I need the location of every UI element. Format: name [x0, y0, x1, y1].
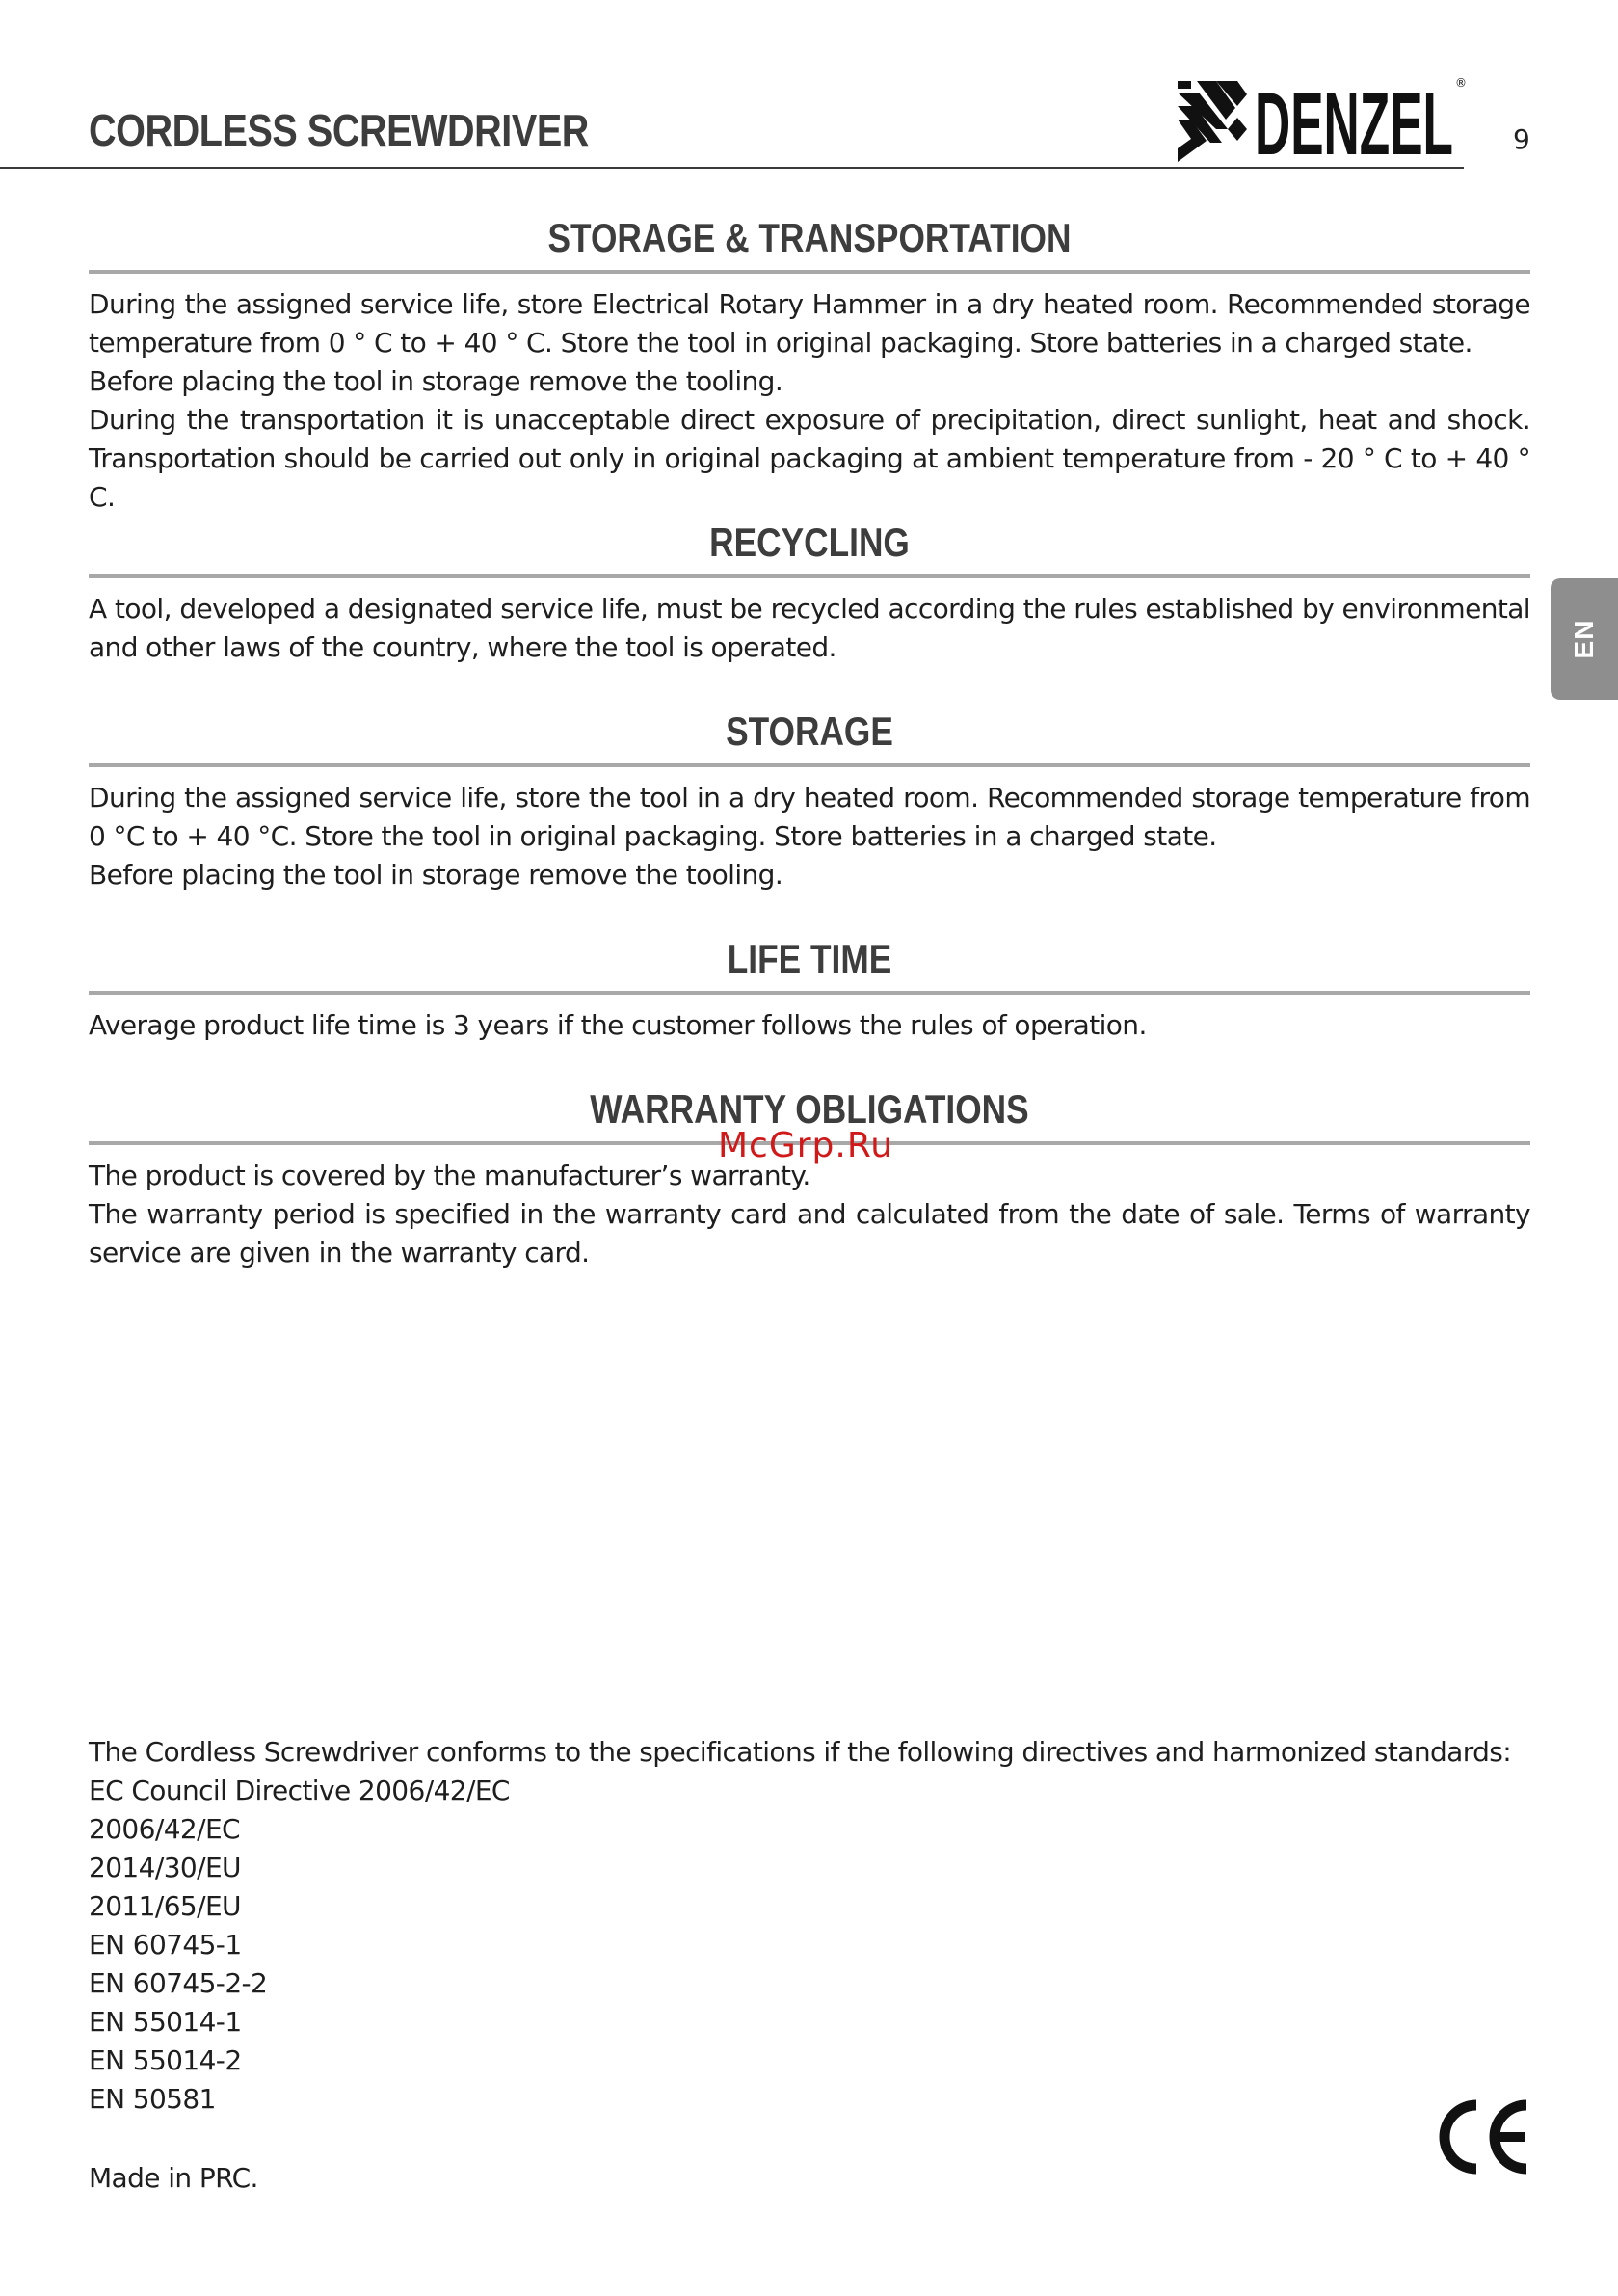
paragraph: During the assigned service life, store the tool in a dry heated room. Recommended storage temperature from 0 °C to + 40 °C. Store the tool in original packaging. Store batteries in a charged state. [89, 782, 1530, 852]
paragraph: A tool, developed a designated service life, must be recycled according the rules established by environmental and other laws of the country, where the tool is operated. [89, 593, 1530, 663]
language-tab-label: EN [1569, 619, 1599, 659]
paragraph: Before placing the tool in storage remove the tooling. [89, 859, 783, 891]
paragraph: During the transportation it is unacceptable direct exposure of precipitation, direct sunlight, heat and shock. Transportation should be carried out only in original packaging at ambient temperature from - 20 ° C to + 40 ° C. [89, 404, 1530, 513]
conformity-list [89, 1733, 1530, 2119]
header-divider [0, 167, 1464, 169]
section-body [89, 779, 1530, 894]
standard-item: EN 55014-2 [89, 2044, 242, 2076]
section-body [89, 590, 1530, 667]
conformity-intro: The Cordless Screwdriver conforms to the specifications if the following directives and harmonized standards: [89, 1736, 1512, 1768]
section-storage [89, 704, 1530, 894]
section-body [89, 1157, 1530, 1272]
document-title: CORDLESS SCREWDRIVER [89, 105, 589, 155]
denzel-wordmark: DENZEL [1255, 75, 1453, 162]
section-storage-transportation [89, 210, 1530, 517]
registered-mark: ® [1455, 76, 1467, 90]
section-title: WARRANTY OBLIGATIONS [590, 1086, 1029, 1132]
standard-item: EN 55014-1 [89, 2006, 242, 2038]
section-divider [89, 574, 1530, 578]
standard-item: EN 60745-1 [89, 1929, 242, 1961]
paragraph: Average product life time is 3 years if the customer follows the rules of operation. [89, 1009, 1147, 1041]
standard-item: 2006/42/EC [89, 1813, 240, 1845]
paragraph: The warranty period is specified in the warranty card and calculated from the date of sale. Terms of warranty service are given in the warranty card. [89, 1198, 1530, 1268]
section-title: STORAGE & TRANSPORTATION [547, 215, 1072, 260]
standard-item: 2011/65/EU [89, 1890, 241, 1922]
section-title: RECYCLING [709, 520, 910, 565]
page-number: 9 [1513, 123, 1530, 155]
standard-item: EN 60745-2-2 [89, 1967, 268, 1999]
watermark-text: McGrp.Ru [718, 1126, 894, 1165]
standard-item: EN 50581 [89, 2083, 216, 2115]
section-warranty-obligations [89, 1081, 1530, 1272]
paragraph: Before placing the tool in storage remove the tooling. [89, 365, 783, 397]
section-title: LIFE TIME [727, 936, 892, 981]
denzel-logo [1178, 73, 1467, 162]
denzel-emblem-icon [1178, 81, 1247, 162]
section-body [89, 1006, 1530, 1045]
ce-mark-icon [1432, 2097, 1532, 2176]
section-divider [89, 763, 1530, 767]
standard-item: 2014/30/EU [89, 1852, 241, 1883]
section-divider [89, 991, 1530, 995]
section-title: STORAGE [726, 708, 893, 754]
language-tab[interactable] [1551, 578, 1618, 700]
section-life-time [89, 931, 1530, 1045]
section-recycling [89, 515, 1530, 667]
standard-item: EC Council Directive 2006/42/EC [89, 1775, 510, 1806]
section-divider [89, 270, 1530, 274]
paragraph: The product is covered by the manufacturer’s warranty. [89, 1160, 810, 1191]
section-body [89, 285, 1530, 517]
made-in-text: Made in PRC. [89, 2162, 258, 2194]
paragraph: During the assigned service life, store Electrical Rotary Hammer in a dry heated room. Recommended storage temperature from 0 ° C to + 40 ° C. Store the tool in original packaging. Store batteries in a charged state. [89, 288, 1530, 359]
